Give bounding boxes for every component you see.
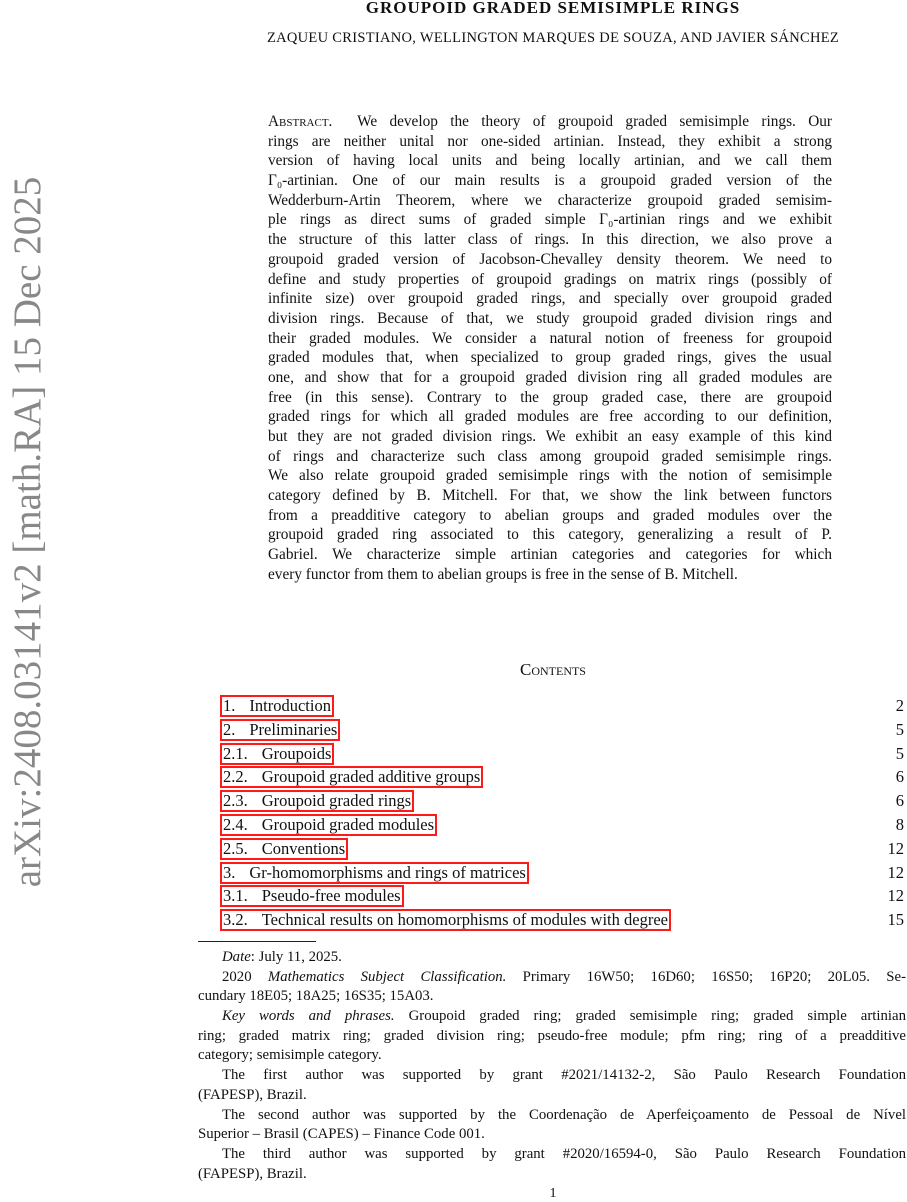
footnote-text: The first author was supported by grant #2021/14132-2, São Paulo Research Foundation	[222, 1067, 906, 1084]
toc-link[interactable]	[220, 766, 483, 788]
abstract-text: rings are neither unital nor one-sided artinian. Instead, they exhibit a strong	[268, 132, 832, 150]
abstract-line	[268, 565, 832, 585]
toc-section-number: 3.2.	[223, 910, 248, 930]
abstract-line	[268, 132, 832, 152]
abstract-line	[268, 388, 832, 408]
abstract-line	[268, 427, 832, 447]
abstract-text: infinite size) over groupoid graded rings, and specially over groupoid graded	[268, 290, 832, 308]
abstract-line	[268, 545, 832, 565]
toc-section-title: Groupoid graded additive groups	[261, 767, 481, 787]
toc-section-title: Gr-homomorphisms and rings of matrices	[249, 862, 526, 882]
abstract-text: We develop the theory of groupoid graded semisimple rings. Our	[357, 113, 832, 130]
abstract-text: graded modules that, when specialized to group graded rings, gives the usual	[268, 349, 832, 367]
footnote-line	[198, 1106, 906, 1126]
abstract	[268, 112, 832, 585]
abstract-line	[268, 309, 832, 329]
abstract-line	[268, 191, 832, 211]
toc-page-number: 2	[895, 696, 904, 715]
footnote-text: The third author was supported by grant #2020/16594-0, São Paulo Research Foundation	[222, 1145, 906, 1162]
footnotes	[198, 948, 906, 1184]
toc-link[interactable]	[220, 719, 340, 741]
footnote-text: ring; graded matrix ring; graded division ring; pseudo-free module; pfm ring; ring of a preadditive	[198, 1027, 906, 1044]
footnote-line	[198, 1145, 906, 1165]
abstract-text: define and study properties of groupoid gradings on matrix rings (possibly of	[268, 270, 832, 288]
table-of-contents	[220, 694, 906, 932]
footnote-line	[198, 968, 906, 988]
abstract-line	[268, 525, 832, 545]
abstract-line	[268, 368, 832, 388]
paper-title: GROUPOID GRADED SEMISIMPLE RINGS	[365, 0, 741, 17]
abstract-text: Gabriel. We characterize simple artinian categories and categories for which	[268, 546, 832, 564]
paper-authors: ZAQUEU CRISTIANO, WELLINGTON MARQUES DE SOUZA, AND JAVIER SÁNCHEZ	[266, 30, 840, 46]
abstract-text: one, and show that for a groupoid graded division ring all graded modules are	[268, 368, 832, 386]
toc-entry	[220, 718, 906, 742]
abstract-label: Abstract.	[268, 113, 333, 130]
toc-section-title: Pseudo-free modules	[261, 886, 401, 906]
toc-page-number: 5	[895, 719, 904, 739]
footnote-label: Mathematics Subject Classification.	[267, 968, 507, 985]
toc-entry	[220, 742, 906, 766]
abstract-text: but they are not graded division rings. We exhibit an easy example of this kind	[268, 428, 832, 445]
footnote-text: Primary 16W50; 16D60; 16S50; 16P20; 20L05. Se-	[506, 968, 906, 985]
abstract-line	[268, 506, 832, 526]
abstract-text: division rings. Because of that, we study groupoid graded division rings and	[268, 309, 832, 327]
abstract-text: groupoid graded version of Jacobson-Chevalley density theorem. We need to	[268, 250, 832, 268]
abstract-line	[268, 112, 832, 132]
footnote-text: : July 11, 2025.	[250, 949, 342, 965]
toc-section-title: Technical results on homomorphisms of modules with degree	[261, 910, 668, 930]
abstract-line	[268, 407, 832, 427]
toc-link[interactable]	[220, 909, 671, 931]
toc-section-number: 2.2.	[223, 767, 248, 787]
toc-page-number: 12	[887, 886, 904, 906]
abstract-line	[268, 329, 832, 349]
arxiv-identifier-stamp: arXiv:2408.03141v2 [math.RA] 15 Dec 2025	[6, 176, 49, 888]
abstract-text: ple rings as direct sums of graded simple Γ₀-artinian rings and we exhibit	[268, 211, 832, 229]
toc-entry	[220, 694, 906, 718]
footnote-prefix: 2020	[222, 968, 268, 985]
toc-section-title: Preliminaries	[249, 719, 338, 739]
toc-entry	[220, 908, 906, 932]
abstract-line	[268, 289, 832, 309]
footnote-text: Superior – Brasil (CAPES) – Finance Code 001.	[198, 1126, 485, 1143]
toc-page-number: 5	[895, 743, 904, 763]
toc-entry	[220, 813, 906, 837]
abstract-text: Wedderburn-Artin Theorem, where we characterize groupoid graded semisim-	[268, 191, 832, 209]
toc-page-number: 12	[887, 862, 904, 882]
abstract-text: every functor from them to abelian groups is free in the sense of B. Mitchell.	[268, 565, 738, 583]
footnote-line	[198, 1066, 906, 1086]
toc-section-title: Groupoids	[261, 743, 332, 763]
toc-page-number: 12	[887, 838, 904, 858]
toc-section-number: 3.1.	[223, 886, 248, 906]
contents-heading: Contents	[519, 660, 586, 679]
footnote-line	[198, 1086, 906, 1106]
toc-section-title: Introduction	[249, 696, 331, 715]
footnote-text: cundary 18E05; 18A25; 16S35; 15A03.	[198, 988, 434, 1005]
footnote-rule	[198, 941, 316, 942]
abstract-text: of rings and characterize such class among groupoid graded semisimple rings.	[268, 447, 832, 465]
toc-entry	[220, 765, 906, 789]
abstract-text: Γ₀-artinian. One of our main results is a groupoid graded version of the	[268, 172, 832, 190]
footnote-line	[198, 948, 906, 968]
abstract-text: the structure of this latter class of rings. In this direction, we also prove a	[268, 231, 832, 249]
toc-page-number: 6	[895, 791, 904, 811]
abstract-text: category defined by B. Mitchell. For that, we show the link between functors	[268, 487, 832, 505]
toc-entry	[220, 861, 906, 885]
toc-link[interactable]	[220, 790, 414, 812]
toc-section-title: Conventions	[261, 838, 346, 858]
abstract-text: free (in this sense). Contrary to the group graded case, there are groupoid	[268, 388, 832, 406]
footnote-line	[198, 1165, 906, 1185]
abstract-line	[268, 151, 832, 171]
footnote-line	[198, 1046, 906, 1066]
footnote-line	[198, 1125, 906, 1145]
abstract-line	[268, 270, 832, 290]
toc-section-number: 3.	[223, 862, 236, 882]
toc-entry	[220, 884, 906, 908]
footnote-text: Groupoid graded ring; graded semisimple ring; graded simple artinian	[394, 1008, 907, 1025]
footnote-text: (FAPESP), Brazil.	[198, 1086, 307, 1103]
toc-page-number: 6	[895, 767, 904, 787]
toc-entry	[220, 789, 906, 813]
toc-section-number: 2.	[223, 719, 236, 739]
abstract-line	[268, 447, 832, 467]
toc-section-title: Groupoid graded modules	[261, 814, 435, 834]
footnote-line	[198, 987, 906, 1007]
footnote-text: category; semisimple category.	[198, 1047, 382, 1064]
toc-link[interactable]	[220, 885, 404, 907]
toc-link[interactable]	[220, 838, 348, 860]
abstract-line	[268, 466, 832, 486]
abstract-line	[268, 230, 832, 250]
toc-section-number: 2.3.	[223, 791, 248, 811]
footnote-text: The second author was supported by the Coordenação de Aperfeiçoamento de Pessoal de Nível	[222, 1106, 906, 1123]
abstract-text: version of having local units and being locally artinian, and we call them	[268, 152, 832, 170]
abstract-text: from a preadditive category to abelian groups and graded modules over the	[268, 506, 832, 524]
toc-section-number: 1.	[223, 696, 236, 715]
toc-section-title: Groupoid graded rings	[261, 791, 412, 811]
toc-page-number: 15	[887, 910, 904, 930]
toc-link[interactable]	[220, 743, 334, 765]
abstract-line	[268, 171, 832, 191]
page-number: 1	[549, 1186, 557, 1201]
abstract-line	[268, 348, 832, 368]
abstract-line	[268, 486, 832, 506]
abstract-line	[268, 250, 832, 270]
toc-link[interactable]	[220, 814, 437, 836]
abstract-text: groupoid graded ring associated to this category, generalizing a result of P.	[268, 526, 832, 544]
abstract-line	[268, 210, 832, 230]
toc-link[interactable]	[220, 862, 529, 884]
footnote-label: Key words and phrases.	[222, 1008, 395, 1025]
footnote-label: Date	[222, 949, 251, 965]
toc-section-number: 2.5.	[223, 838, 248, 858]
toc-link[interactable]	[220, 695, 334, 717]
toc-page-number: 8	[895, 814, 904, 834]
toc-entry	[220, 837, 906, 861]
footnote-line	[198, 1027, 906, 1047]
footnote-text: (FAPESP), Brazil.	[198, 1165, 307, 1182]
toc-section-number: 2.4.	[223, 814, 248, 834]
toc-section-number: 2.1.	[223, 743, 248, 763]
abstract-text: We also relate groupoid graded semisimple rings with the notion of semisimple	[268, 467, 832, 485]
abstract-text: their graded modules. We consider a natural notion of freeness for groupoid	[268, 329, 832, 347]
footnote-line	[198, 1007, 906, 1027]
abstract-text: graded rings for which all graded modules are free according to our definition,	[268, 408, 832, 426]
